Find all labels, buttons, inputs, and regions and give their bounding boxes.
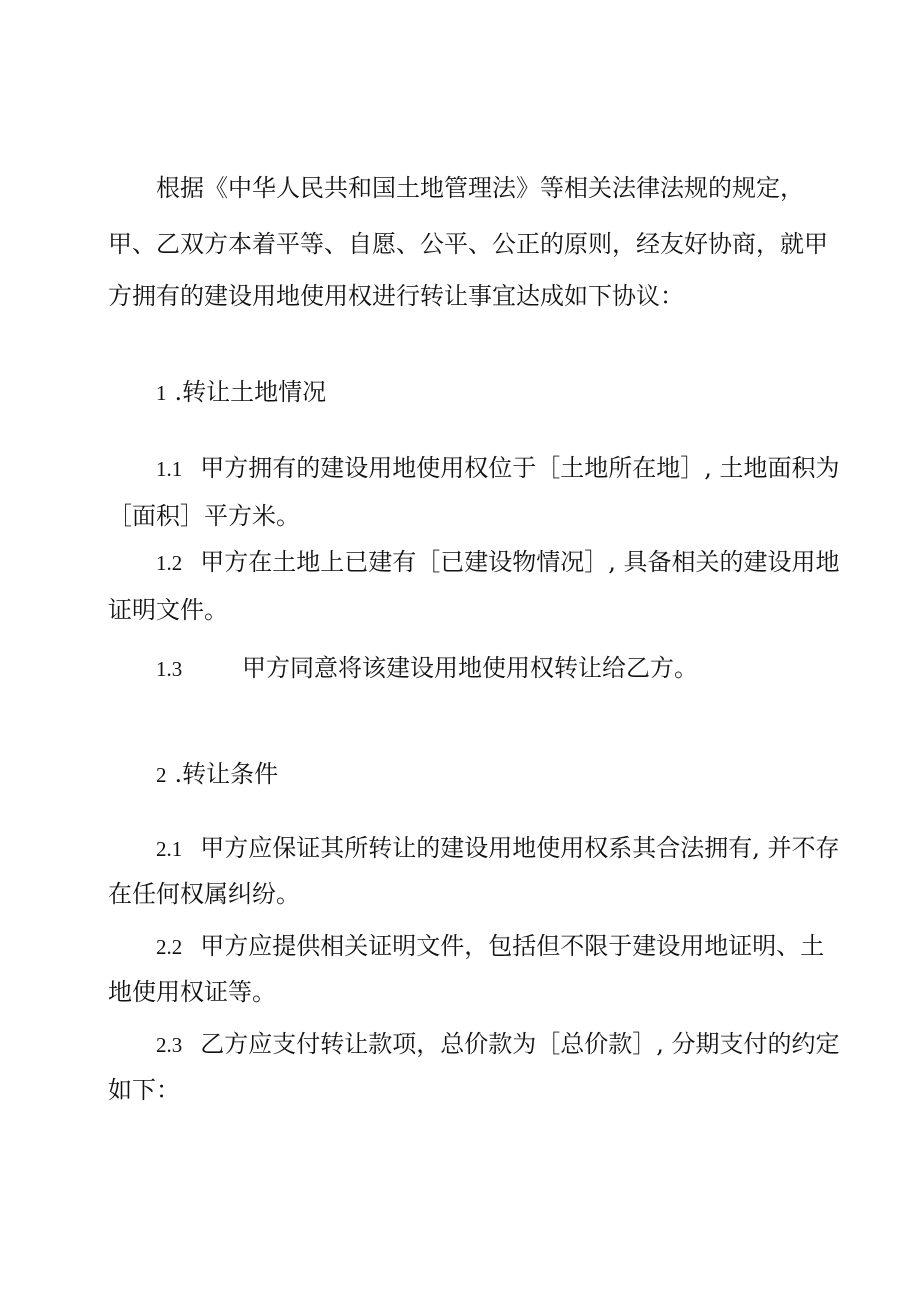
section-2-title: .转让条件 [174, 760, 279, 788]
clause-2-2-text: 甲方应提供相关证明文件，包括但不限于建设用地证明、土 [200, 932, 825, 960]
section-2-heading [156, 756, 814, 792]
clause-1-2-number: 1.2 [156, 551, 183, 575]
clause-2-1-line-2: 在任何权属纠纷。 [108, 880, 300, 908]
clause-1-3-line-1 [156, 650, 814, 686]
clause-1-1-line-1 [156, 450, 840, 486]
clause-1-2-text: 甲方在土地上已建有［已建设物情况］, 具备相关的建设用地 [200, 548, 840, 576]
clause-2-2-line-2: 地使用权证等。 [108, 978, 276, 1006]
clause-1-1-line-2: ［面积］平方米。 [108, 502, 300, 530]
clause-2-2-line-1 [156, 928, 825, 964]
clause-2-1-number: 2.1 [156, 837, 183, 861]
intro-line-2: 甲、乙双方本着平等、自愿、公平、公正的原则，经友好协商，就甲 [108, 230, 828, 258]
intro-line-1: 根据《中华人民共和国土地管理法》等相关法律法规的规定， [156, 174, 804, 202]
clause-1-1-number: 1.1 [156, 457, 183, 481]
section-1-number: 1 [156, 381, 167, 405]
clause-1-1-text: 甲方拥有的建设用地使用权位于［土地所在地］, 土地面积为 [200, 454, 840, 482]
clause-1-3-text: 甲方同意将该建设用地使用权转让给乙方。 [242, 654, 698, 682]
clause-1-3-number: 1.3 [156, 657, 183, 681]
clause-2-1-text: 甲方应保证其所转让的建设用地使用权系其合法拥有, 并不存 [200, 834, 840, 862]
clause-1-2-line-1 [156, 544, 840, 580]
clause-1-2-line-2: 证明文件。 [108, 596, 228, 624]
clause-2-3-text: 乙方应支付转让款项，总价款为［总价款］, 分期支付的约定 [200, 1030, 840, 1058]
intro-line-3: 方拥有的建设用地使用权进行转让事宜达成如下协议： [108, 282, 684, 310]
section-1-heading [156, 374, 814, 410]
clause-2-3-number: 2.3 [156, 1033, 183, 1057]
clause-2-2-number: 2.2 [156, 935, 183, 959]
section-2-number: 2 [156, 763, 167, 787]
section-1-title: .转让土地情况 [174, 378, 327, 406]
clause-2-1-line-1 [156, 830, 840, 866]
clause-2-3-line-2: 如下： [108, 1076, 180, 1104]
clause-2-3-line-1 [156, 1026, 840, 1062]
